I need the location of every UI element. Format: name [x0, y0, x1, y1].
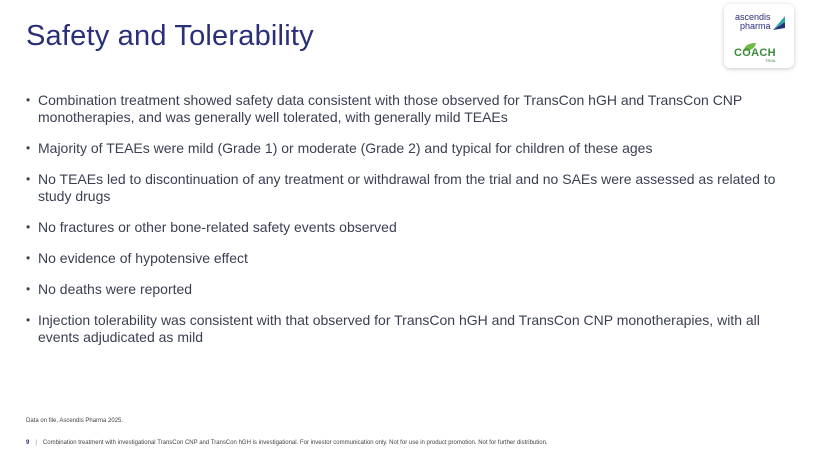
bullet-dot-icon: • [26, 282, 31, 296]
footer-disclaimer: Combination treatment with investigational TransCon CNP and TransCon hGH is investigational. For investor communication only. Not for use in product promotion. Not for further distribution. [42, 440, 548, 446]
bullet-text: No TEAEs led to discontinuation of any treatment or withdrawal from the trial and no SAEs were assessed as related to study drugs [38, 171, 776, 204]
bullet-item [26, 171, 796, 205]
bullet-dot-icon: • [26, 141, 31, 155]
bullet-item [26, 219, 796, 236]
bullet-dot-icon: • [26, 220, 31, 234]
bullet-item [26, 281, 796, 298]
footer [26, 440, 548, 446]
coach-trial-logo [734, 44, 784, 66]
ascendis-mark-icon [771, 14, 787, 32]
bullet-item [26, 312, 796, 346]
bullet-text: No evidence of hypotensive effect [38, 250, 248, 266]
bullet-text: No deaths were reported [38, 281, 193, 297]
bullet-dot-icon: • [26, 251, 31, 265]
bullet-dot-icon: • [26, 93, 31, 107]
trial-name: COACH [734, 47, 776, 59]
bullet-item [26, 250, 796, 267]
company-name [732, 13, 771, 31]
page-number: 9 [26, 440, 30, 446]
bullet-text: Majority of TEAEs were mild (Grade 1) or moderate (Grade 2) and typical for children of these ages [38, 140, 653, 156]
bullet-list [26, 92, 796, 360]
slide-title: Safety and Tolerability [26, 20, 314, 52]
bullet-item [26, 92, 796, 126]
bullet-text: Injection tolerability was consistent with that observed for TransCon hGH and TransCon CNP monotherapies, with all events adjudicated as mild [38, 312, 760, 345]
company-name-line2: pharma [740, 21, 771, 31]
company-name-line1: ascendis [734, 12, 771, 22]
bullet-item [26, 140, 796, 157]
trial-sub: TRIAL [765, 58, 777, 63]
logo-panel [724, 4, 794, 68]
footer-separator: | [35, 440, 37, 446]
bullet-dot-icon: • [26, 172, 31, 186]
bullet-text: No fractures or other bone-related safety events observed [38, 219, 397, 235]
bullet-dot-icon: • [26, 313, 31, 327]
footnote: Data on file, Ascendis Pharma 2025. [26, 418, 124, 424]
bullet-text: Combination treatment showed safety data consistent with those observed for TransCon hGH and TransCon CNP monotherapies, and was generally well tolerated, with generally mild TEAEs [38, 92, 742, 125]
ascendis-pharma-logo [730, 12, 788, 36]
